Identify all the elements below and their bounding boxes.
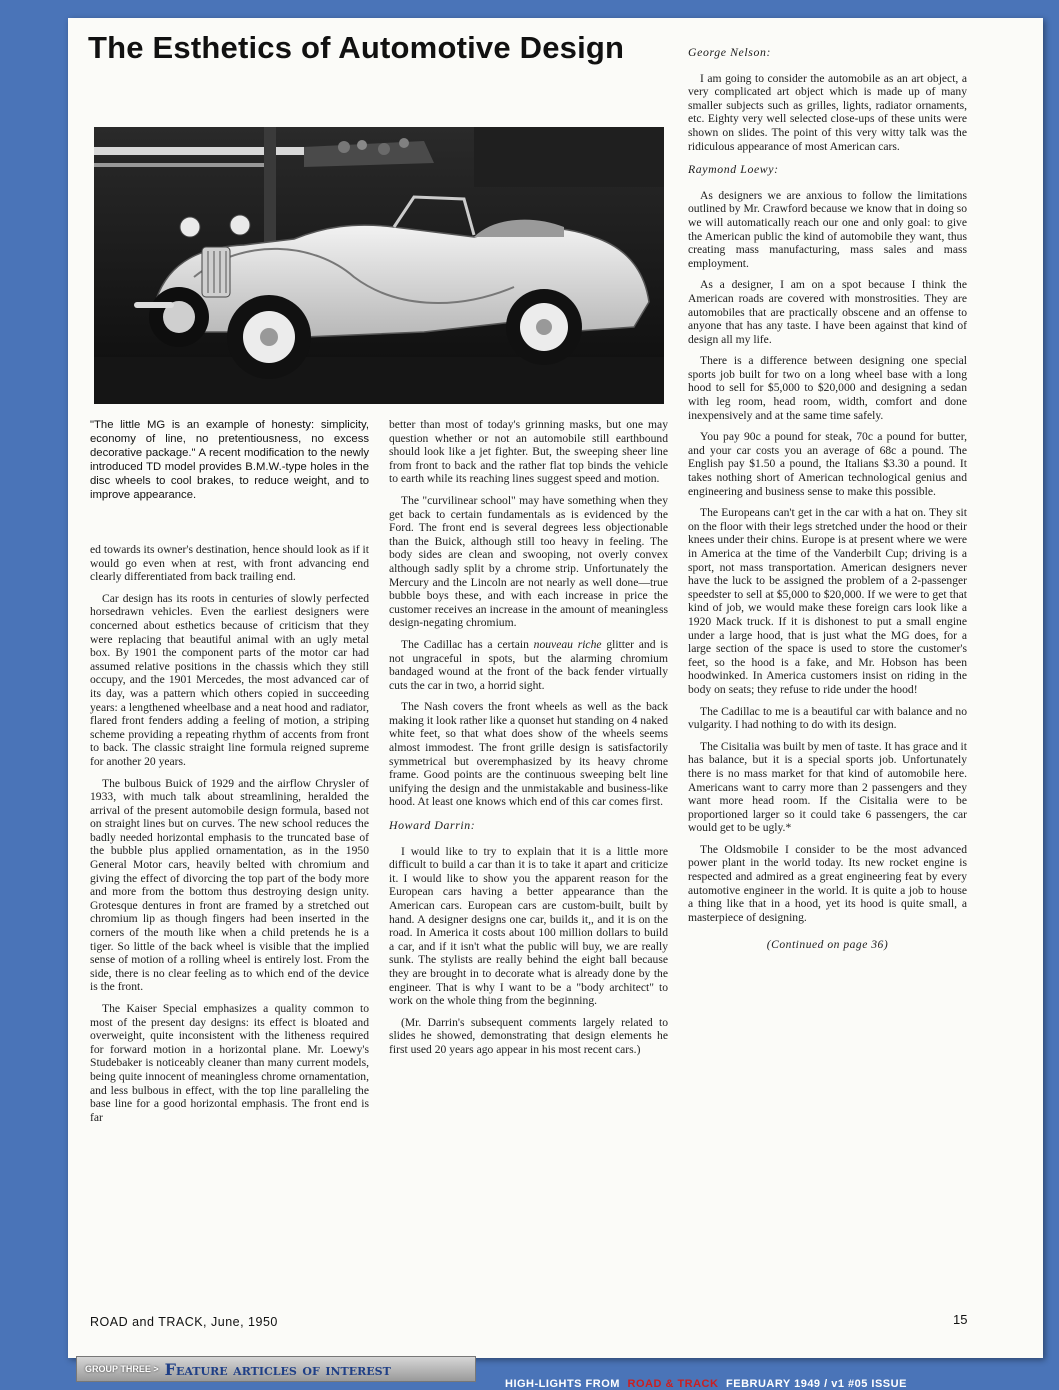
paragraph: There is a difference between designing one special sports job built for two on a long wheel base with a long hood to sell for $5,000 to $20,000 and designing a sedan with leg room, head room, width, comfort and done inexpensively and at the same time safely. — [688, 354, 967, 422]
paragraph: As designers we are anxious to follow the limitations outlined by Mr. Crawford because we know that in doing so we will automatically reach our one and only goal: to give the American public the kind of automobile they want, thus creating mass manufacturing, mass sales and mass employment. — [688, 188, 967, 270]
speaker-heading: Raymond Loewy: — [688, 162, 779, 177]
paragraph: better than most of today's grinning masks, but one may question whether or not an automobile still earthbound should look like a jet fighter. But, the sweeping sheer line from front to back and the rather flat top binds the vehicle to earth while its reaching lines suggest speed and motion. — [389, 418, 668, 486]
mg-car-illustration — [94, 127, 664, 404]
paragraph: The bulbous Buick of 1929 and the airflow Chrysler of 1933, with much talk about streamlining, heralded the arrival of the present automobile design formula, based not on straight lines but on curves. The new school reduces the badly needed horizontal emphasis to the truncated base of the bubble plus applied ornamentation, as in the 1950 General Motor cars, heavily belted with chromium and giving the effect of divorcing the top part of the body more and more from the bottom thus destroying design unity. Grotesque dentures in front are framed by a stretched out chromium lip as though fingers had been inserted in the corners of the mouth like when a child pretends he is a tiger. So little of the back wheel is visible that the implied sense of motion of a rolling wheel is entirely lost. From the side, there is no clear feeling as to which end of the device is the front. — [90, 776, 369, 994]
paragraph: The "curvilinear school" may have something when they get back to certain fundamentals as is evidenced by the Ford. The front end is several degrees less objectionable than the Buick, although still too heavy in feeling. The body sides are clean and swooping, not overly convex although sadly split by a chrome strip. Unfortunately the Mercury and the Lincoln are not nearly as well done—true bubble boys these, and with each increase in price the customer receives an increase in the amount of meaningless design-negating chromium. — [389, 493, 668, 630]
paragraph: Car design has its roots in centuries of slowly perfected horsedrawn vehicles. Even the earliest designers were concerned about esthetics because of criticism that they were replacing that beautiful animal with an ugly metal box. By 1901 the component parts of the motor car had assumed relative positions in the chassis which they still occupy, and the 1901 Mercedes, the most advanced car of its day, was a pattern which others copied in succeeding years: a lengthened wheelbase and a neat hood and radiator, flared front fenders adding a feeling of motion, a striping scheme providing a repeating rhythm of accents from front to back. The classic straight line formula reigned supreme for another 20 years. — [90, 591, 369, 768]
section-banner — [76, 1356, 476, 1382]
continued-note: (Continued on page 36) — [766, 938, 889, 952]
banner-title: Feature articles of interest — [164, 1359, 391, 1379]
speaker-heading: Howard Darrin: — [389, 818, 476, 833]
paragraph: The Kaiser Special emphasizes a quality common to most of the present day designs: its effect is bloated and overweight, quite inconsistent with the litheness required for forward motion in a horizontal plane. Mr. Loewy's Studebaker is noticeably cleaner than many current models, being quite innocent of meaningless chrome ornamentation, and less bulbous in effect, with the top line paralleling the base line for a good horizontal emphasis. The front end is far — [90, 1002, 369, 1124]
banner-group-label: GROUP THREE > — [85, 1364, 159, 1374]
photo-caption: "The little MG is an example of honesty: simplicity, economy of line, no pretentiousness, no excess decorative package." A recent modification to the newly introduced TD model provides B.M.W.-type holes in the disc wheels to cool brakes, to reduce weight, and to improve appearance. — [90, 419, 369, 502]
article-title: The Esthetics of Automotive Design — [88, 30, 625, 65]
paragraph-cadillac — [389, 638, 668, 692]
highlights-issue: FEBRUARY 1949 / v1 #05 ISSUE — [726, 1378, 907, 1390]
page-number: 15 — [953, 1312, 968, 1327]
paragraph: The Cisitalia was built by men of taste. It has grace and it has balance, but it is a special sports job. Unfortunately there is no mass market for that kind of automobile here. Americans want to carry more than 2 passengers and they want more head room. If the Cisitalia were to be proportioned larger so it could take 6 passengers, the car would get to be ugly.* — [688, 739, 967, 835]
highlights-prefix: HIGH-LIGHTS FROM — [505, 1378, 620, 1390]
mg-car-photo — [94, 127, 664, 404]
paragraph: The Cadillac to me is a beautiful car with balance and no vulgarity. I had nothing to do with its design. — [688, 704, 967, 732]
column-3 — [688, 46, 967, 960]
paragraph: (Mr. Darrin's subsequent comments largely related to slides he showed, demonstrating that design elements he first used 20 years ago appear in his most recent cars.) — [389, 1015, 668, 1056]
cadillac-intro: The Cadillac has a certain — [401, 637, 529, 651]
paragraph: The Nash covers the front wheels as well as the back making it look rather like a quonset hut standing on 4 naked white feet, so that what does show of the wheels seems almost immodest. The front grille design is satisfactorily symmetrical but overemphasized by its heavy chrome frame. Good points are the continuous sweeping belt line unifying the design and the unmistakable and business-like hood. At least one knows which end of this car comes first. — [389, 700, 668, 809]
magazine-footer: ROAD and TRACK, June, 1950 — [90, 1315, 278, 1329]
highlights-strip — [505, 1378, 907, 1390]
magazine-page — [68, 18, 1043, 1358]
paragraph: ed towards its owner's destination, hence should look as if it would go even when at rest, with front advancing end clearly differentiated from back trailing end. — [90, 543, 369, 584]
paragraph: I would like to try to explain that it is a little more difficult to build a car than it is to take it apart and criticize it. I would like to show you the apparent reason for the European cars having a better appearance than the American cars. European cars are custom-built, built by hand. A designer designs one car, builds it,, and it is on the road. In America it costs about 100 million dollars to build a car, and if it isn't what the public will buy, we are really sunk. The stylists are really behind the eight ball because they are brought in to decorate what is already done by the engineer. That is why I want to be a "body architect" to work on the whole thing from the beginning. — [389, 844, 668, 1008]
paragraph: I am going to consider the automobile as an art object, a very complicated art object which is made up of many smaller subjects such as grilles, lights, radiator ornaments, etc. Eighty very well selected close-ups of these units were shown on slides. The point of this very witty talk was the ridiculous appearance of most American cars. — [688, 71, 967, 153]
column-2 — [389, 418, 668, 1065]
paragraph: You pay 90c a pound for steak, 70c a pound for butter, and your car costs you an average of 68c a pound. The English pay $1.50 a pound, the Italians $3.30 a pound. It takes nothing short of American technological genius and engineering and business sense to make this possible. — [688, 430, 967, 498]
speaker-heading: George Nelson: — [688, 45, 771, 59]
paragraph: As a designer, I am on a spot because I think the American roads are covered with monstrosities. They are automobiles that are practically obscene and an offense to anyone that has any taste. I have been against that kind of design all my life. — [688, 278, 967, 346]
italic-phrase: nouveau riche — [533, 637, 602, 651]
column-1 — [90, 543, 369, 1132]
cadillac-rest: glitter and is not ungraceful in spots, but the alarming chromium bandaged wound at the front of the back fender virtually cuts the car in two, a horrid sight. — [389, 637, 669, 692]
paragraph: The Oldsmobile I consider to be the most advanced power plant in the world today. Its new rocket engine is respected and admired as a great engineering feat by every automotive engineer in the world. It is quite a job to house a thing like that in a hood, yet its hood is quite small, a masterpiece of designing. — [688, 842, 967, 924]
brand-logo-text: ROAD & TRACK — [627, 1378, 719, 1390]
paragraph: The Europeans can't get in the car with a hat on. They sit on the floor with their legs stretched under the hood or their knees under their chins. Europe is at present where we were in America at the time of the Vanderbilt Cup; driving is a sport, not mass transportation. American designers never have the luck to be assigned the problem of a 2-passenger speedster to sell at $5,000 to $20,000. If we were to get that kind of job, we would make these foreign cars look like a 1920 Mack truck. If it is dishonest to put a small engine under a large hood, that is just what the MG does, for a large section of the space is used to store the customer's feet, so the hood is a fake, and Mr. Hobson has been hoodwinked. In America customers insist on riding in the body on seats; they refuse to ride under the hood! — [688, 506, 967, 696]
